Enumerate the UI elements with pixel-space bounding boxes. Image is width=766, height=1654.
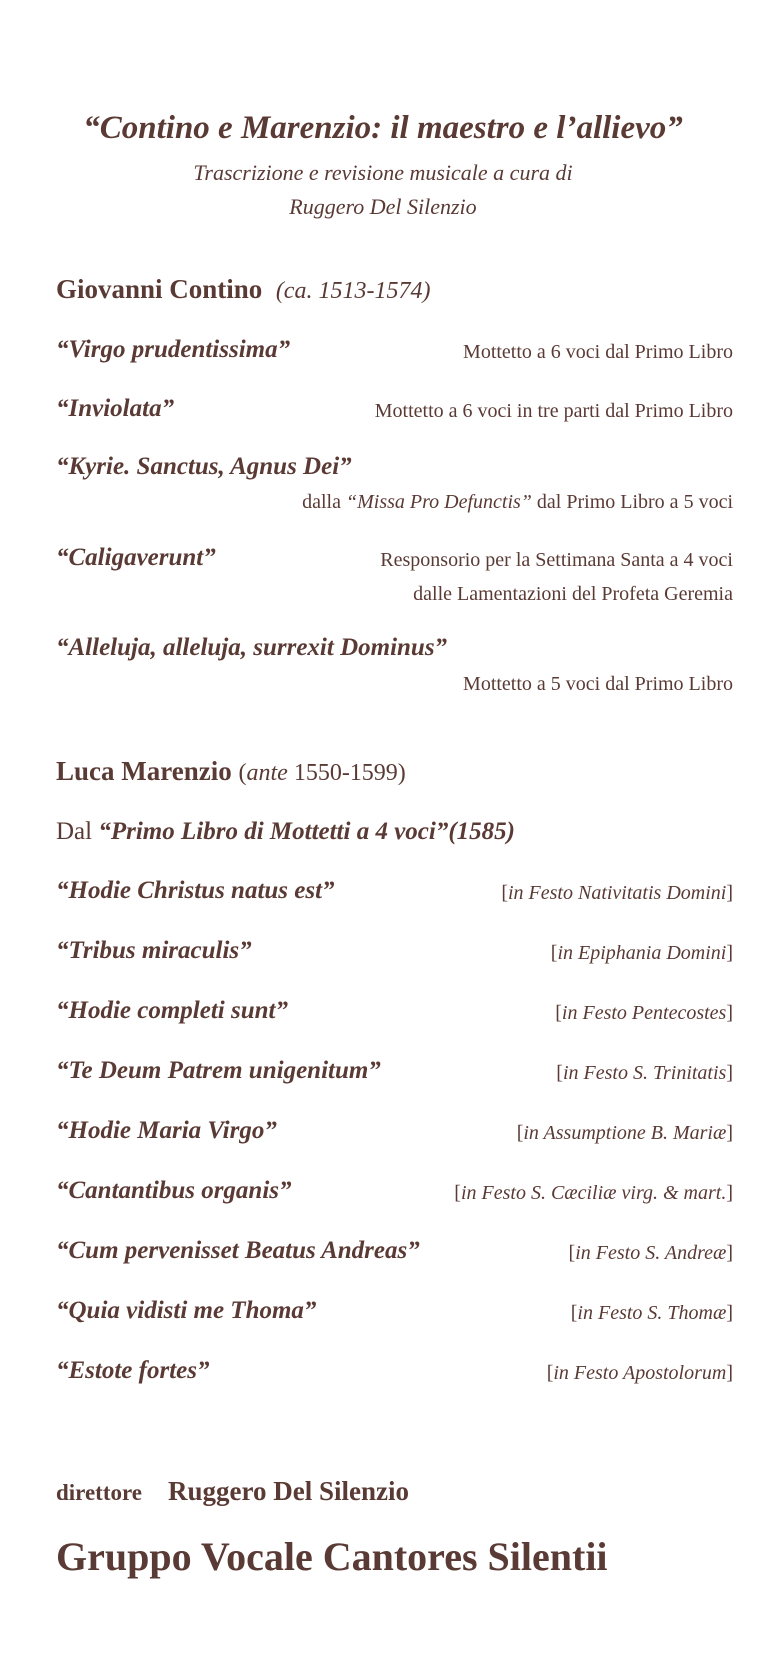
- feast-label: [in Festo S. Trinitatis]: [556, 1062, 733, 1084]
- piece-title: “Te Deum Patrem unigenitum”: [56, 1057, 381, 1084]
- feast-text: in Festo S. Thomæ: [577, 1302, 727, 1324]
- director-label: direttore: [56, 1480, 143, 1505]
- director-line: [56, 1476, 409, 1507]
- feast-text: in Festo Nativitatis Domini: [507, 882, 727, 904]
- feast-label: [in Festo S. Cæciliæ virg. & mart.]: [454, 1182, 733, 1204]
- feast-label: [in Festo Nativitatis Domini]: [501, 882, 733, 904]
- piece-title: “Kyrie. Sanctus, Agnus Dei”: [56, 453, 352, 480]
- feast-text: in Epiphania Domini: [557, 942, 727, 964]
- source-title: “Primo Libro di Mottetti a 4 voci”(1585): [98, 818, 515, 845]
- feast-label: [in Festo Pentecostes]: [555, 1002, 733, 1024]
- piece-title: “Tribus miraculis”: [56, 937, 252, 964]
- desc-prefix: dalla: [302, 491, 341, 513]
- dates-italic: ante: [246, 760, 288, 786]
- piece-description: Mottetto a 6 voci dal Primo Libro: [463, 341, 733, 363]
- subtitle-line-1: Trascrizione e revisione musicale a cura di: [193, 160, 573, 185]
- piece-title: “Virgo prudentissima”: [56, 336, 291, 363]
- feast-text: in Festo Apostolorum: [553, 1362, 727, 1384]
- piece-title: “Caligaverunt”: [56, 544, 216, 571]
- composer-contino: [56, 274, 430, 305]
- piece-description: Mottetto a 6 voci in tre parti dal Primo Libro: [374, 400, 733, 422]
- piece-title: “Cum pervenisset Beatus Andreas”: [56, 1237, 420, 1264]
- program-title: “Contino e Marenzio: il maestro e l’allievo”: [83, 110, 683, 146]
- feast-label: [in Festo S. Thomæ]: [570, 1302, 733, 1324]
- ensemble-name: Gruppo Vocale Cantores Silentii: [56, 1534, 608, 1579]
- piece-title: “Quia vidisti me Thoma”: [56, 1297, 317, 1324]
- feast-label: [in Epiphania Domini]: [550, 942, 733, 964]
- feast-text: in Assumptione B. Mariæ: [523, 1122, 727, 1144]
- feast-text: in Festo S. Andreæ: [575, 1242, 727, 1264]
- piece-description: Mottetto a 5 voci dal Primo Libro: [463, 673, 733, 695]
- composer-name: Giovanni Contino: [56, 274, 263, 304]
- director-name: Ruggero Del Silenzio: [168, 1476, 409, 1506]
- piece-title: “Inviolata”: [56, 395, 175, 422]
- piece-title: “Hodie Christus natus est”: [56, 877, 335, 904]
- source-prefix: Dal: [56, 818, 93, 845]
- desc-suffix: dal Primo Libro a 5 voci: [536, 491, 733, 513]
- piece-description-line-2: dalle Lamentazioni del Profeta Geremia: [413, 583, 733, 605]
- piece-title: “Alleluja, alleluja, surrexit Dominus”: [56, 634, 448, 661]
- dates-rest: 1550-1599): [293, 760, 406, 786]
- feast-text: in Festo S. Cæciliæ virg. & mart.: [460, 1182, 727, 1204]
- composer-marenzio: [56, 756, 406, 787]
- composer-dates: (ca. 1513-1574): [275, 278, 431, 304]
- feast-label: [in Assumptione B. Mariæ]: [516, 1122, 733, 1144]
- dates-open: (: [238, 760, 247, 786]
- piece-description: [302, 491, 733, 514]
- feast-text: in Festo Pentecostes: [561, 1002, 727, 1024]
- feast-label: [in Festo S. Andreæ]: [568, 1242, 733, 1264]
- subtitle-line-2: Ruggero Del Silenzio: [289, 194, 477, 219]
- piece-title: “Cantantibus organis”: [56, 1177, 292, 1204]
- composer-name: Luca Marenzio: [56, 756, 232, 786]
- desc-italic: “Missa Pro Defunctis”: [345, 491, 532, 513]
- source-line: [56, 818, 515, 846]
- feast-label: [in Festo Apostolorum]: [546, 1362, 733, 1384]
- feast-text: in Festo S. Trinitatis: [562, 1062, 727, 1084]
- piece-description: Responsorio per la Settimana Santa a 4 voci: [380, 549, 733, 571]
- composer-dates: [238, 760, 405, 786]
- piece-title: “Hodie completi sunt”: [56, 997, 288, 1024]
- piece-title: “Estote fortes”: [56, 1357, 210, 1384]
- piece-title: “Hodie Maria Virgo”: [56, 1117, 277, 1144]
